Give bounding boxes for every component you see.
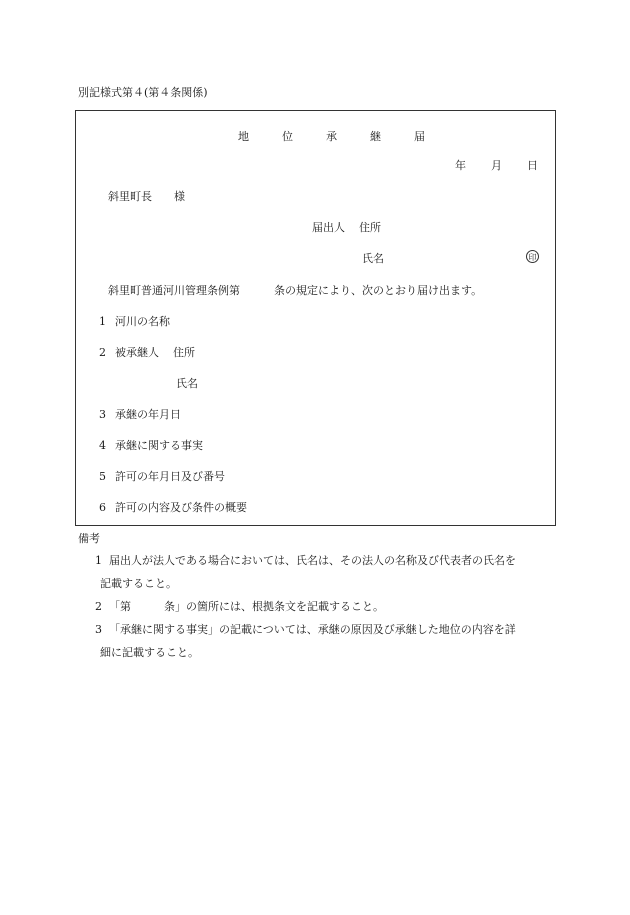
item-number: 5 (99, 470, 106, 483)
date-month-label: 月 (491, 159, 502, 172)
title-char: 地 (238, 130, 249, 143)
list-item (99, 502, 247, 513)
note-text: 「第 条」の箇所には、根拠条文を記載すること。 (109, 600, 384, 613)
remark-note (95, 549, 555, 595)
item-number: 2 (99, 346, 106, 359)
list-item (99, 316, 170, 327)
item-label: 承継の年月日 (115, 408, 181, 421)
note-text: 「承継に関する事実」の記載については、承継の原因及び承継した地位の内容を詳 (109, 623, 516, 636)
title-char: 届 (414, 130, 425, 143)
item-label: 承継に関する事実 (115, 439, 203, 452)
item-number: 3 (99, 408, 106, 421)
item-sub-label: 氏名 (176, 377, 198, 390)
list-item (99, 440, 203, 451)
date-day-label: 日 (527, 159, 538, 172)
note-text: 記載すること。 (100, 577, 177, 590)
item-label: 河川の名称 (115, 315, 170, 328)
date-year-label: 年 (455, 159, 466, 172)
remarks-heading: 備考 (78, 532, 100, 545)
note-number: 2 (95, 600, 102, 613)
seal-mark-icon: 印 (526, 250, 539, 263)
form-title (238, 131, 458, 142)
title-char: 継 (370, 130, 381, 143)
remark-note (95, 595, 555, 618)
applicant-label: 届出人 (312, 221, 345, 234)
body-text-before: 斜里町普通河川管理条例第 (108, 284, 240, 297)
title-char: 位 (282, 130, 293, 143)
item-sub-label: 住所 (173, 346, 195, 359)
addressee-honorific: 様 (174, 190, 185, 203)
body-statement (108, 285, 482, 296)
note-text: 届出人が法人である場合においては、氏名は、その法人の名称及び代表者の氏名を (109, 554, 516, 567)
item-number: 1 (99, 315, 106, 328)
applicant-address-label: 住所 (359, 221, 381, 234)
item-number: 4 (99, 439, 106, 452)
applicant-name-label: 氏名 (362, 252, 384, 265)
item-number: 6 (99, 501, 106, 514)
date-line (455, 160, 538, 171)
title-char: 承 (326, 130, 337, 143)
addressee-name: 斜里町長 (108, 190, 152, 203)
form-number-label: 別記様式第４(第４条関係) (78, 86, 208, 99)
item-label: 許可の年月日及び番号 (115, 470, 225, 483)
list-item (99, 409, 181, 420)
list-item (99, 347, 195, 358)
note-number: 1 (95, 554, 102, 567)
item-label: 被承継人 (115, 346, 159, 359)
body-text-after: 条の規定により、次のとおり届け出ます。 (274, 284, 483, 297)
addressee-line (108, 191, 185, 202)
note-text: 細に記載すること。 (100, 646, 199, 659)
item-label: 許可の内容及び条件の概要 (115, 501, 247, 514)
list-item (99, 471, 225, 482)
remark-note (95, 618, 555, 664)
applicant-address-line (312, 222, 381, 233)
note-number: 3 (95, 623, 102, 636)
